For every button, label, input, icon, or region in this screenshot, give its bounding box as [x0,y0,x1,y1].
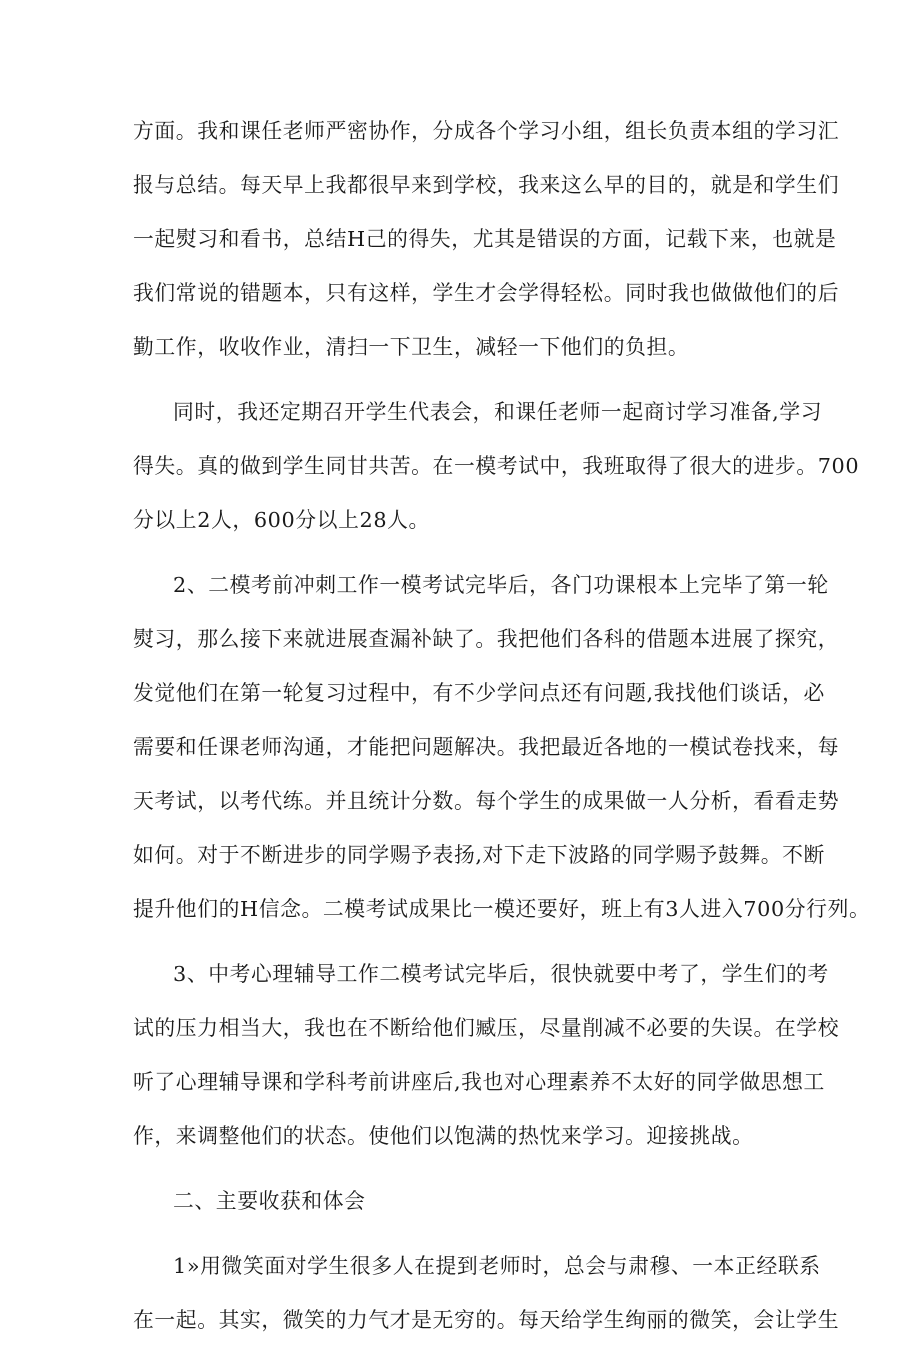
paragraph-class-collaboration [133,104,840,374]
text-line: 报与总结。每天早上我都很早来到学校，我来这么早的目的，就是和学生们 [133,173,840,197]
text-line: 听了心理辅导课和学科考前讲座后,我也对心理素养不太好的同学做思想工 [133,1070,825,1094]
text-line: 在一起。其实，微笑的力气才是无穷的。每天给学生绚丽的微笑，会让学生 [133,1308,840,1332]
text-line: 得失。真的做到学生同甘共苦。在一模考试中，我班取得了很大的进步。700 [133,454,860,478]
section-heading [133,1174,793,1228]
document-body [133,104,871,1358]
text-line: 勤工作，收收作业，清扫一下卫生，减轻一下他们的负担。 [133,335,690,359]
text-line: 1»用微笑面对学生很多人在提到老师时，总会与肃穆、一本正经联系 [173,1254,821,1278]
text-line: 2、二模考前冲刺工作一模考试完毕后，各门功课根本上完毕了第一轮 [173,573,829,597]
text-line: 发觉他们在第一轮复习过程中，有不少学问点还有问题,我找他们谈话，必 [133,681,825,705]
text-line: 3、中考心理辅导工作二模考试完毕后，很快就要中考了，学生们的考 [173,962,829,986]
heading-text: 二、主要收获和体会 [173,1189,366,1213]
text-line: 天考试，以考代练。并且统计分数。每个学生的成果做一人分析，看看走势 [133,789,840,813]
paragraph-second-mock-sprint [133,558,871,936]
text-line: 提升他们的H信念。二模考试成果比一模还要好，班上有3人进入700分行列。 [133,897,871,921]
text-line: 我们常说的错题本，只有这样，学生才会学得轻松。同时我也做做他们的后 [133,281,840,305]
paragraph-smile-at-students [133,1239,840,1347]
text-line: 如何。对于不断进步的同学赐予表扬,对下走下波路的同学赐予鼓舞。不断 [133,843,825,867]
text-line: 熨习，那么接下来就进展查漏补缺了。我把他们各科的借题本进展了探究， [133,627,840,651]
text-line: 同时，我还定期召开学生代表会，和课任老师一起商讨学习准备,学习 [173,400,823,424]
text-line: 试的压力相当大，我也在不断给他们臧压，尽量削减不必要的失误。在学校 [133,1016,840,1040]
text-line: 分以上2人，600分以上28人。 [133,508,430,532]
text-line: 作，来调整他们的状态。使他们以饱满的热忱来学习。迎接挑战。 [133,1124,754,1148]
paragraph-psychological-counseling [133,947,840,1163]
text-line: 需要和任课老师沟通，才能把问题解决。我把最近各地的一模试卷找来，每 [133,735,840,759]
text-line: 一起熨习和看书，总结H己的得失，尤其是错误的方面，记载下来，也就是 [133,227,837,251]
text-line: 方面。我和课任老师严密协作，分成各个学习小组，组长负责本组的学习汇 [133,119,840,143]
paragraph-representative-meeting [133,385,860,547]
